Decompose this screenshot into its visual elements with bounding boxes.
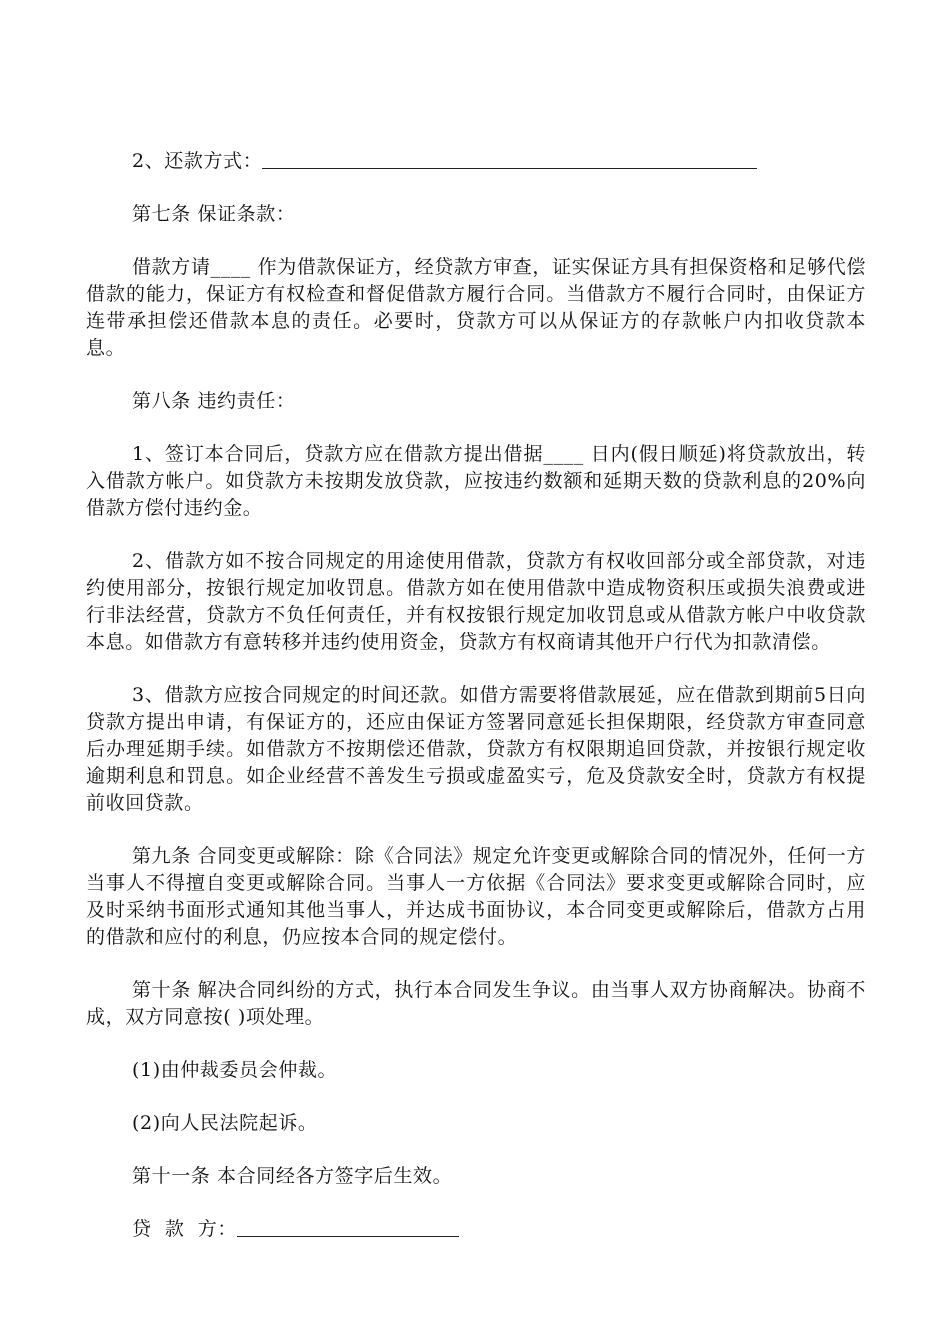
lender-signature-blank — [237, 1216, 459, 1237]
article-8-title: 第八条 违约责任： — [132, 390, 296, 412]
dispute-option-2: (2)向人民法院起诉。 — [132, 1112, 318, 1134]
dispute-option-1: (1)由仲裁委员会仲裁。 — [132, 1059, 338, 1081]
article-7-body: 借款方请____ 作为借款保证方，经贷款方审查，证实保证方具有担保资格和足够代偿借款的能力，保证方有权检查和督促借款方履行合同。当借款方不履行合同时，由保证方连带承担偿还借款本息的责任。必要时，贷款方可以从保证方的存款帐户内扣收贷款本息。 — [86, 256, 866, 359]
document-body — [86, 148, 866, 1269]
repayment-method-line — [86, 148, 866, 175]
article-8-item-1: 1、签订本合同后，贷款方应在借款方提出借据____ 日内(假日顺延)将贷款放出，转入借款方帐户。如贷款方未按期发放贷款，应按违约数额和延期天数的贷款利息的20%向借款方偿付违约金。 — [86, 443, 866, 519]
article-8-item-2: 2、借款方如不按合同规定的用途使用借款，贷款方有权收回部分或全部贷款，对违约使用部分，按银行规定加收罚息。借款方如在使用借款中造成物资积压或损失浪费或进行非法经营，贷款方不负任何责任，并有权按银行规定加收罚息或从借款方帐户中收贷款本息。如借款方有意转移并违约使用资金，贷款方有权商请其他开户行代为扣款清偿。 — [86, 550, 866, 653]
article-8-item-3: 3、借款方应按合同规定的时间还款。如借方需要将借款展延，应在借款到期前5日向贷款方提出申请，有保证方的，还应由保证方签署同意延长担保期限，经贷款方审查同意后办理延期手续。如借款方不按期偿还借款，贷款方有权限期追回贷款，并按银行规定收逾期利息和罚息。如企业经营不善发生亏损或虚盈实亏，危及贷款安全时，贷款方有权提前收回贷款。 — [86, 684, 866, 814]
article-10: 第十条 解决合同纠纷的方式，执行本合同发生争议。由当事人双方协商解决。协商不成，双方同意按( )项处理。 — [86, 979, 866, 1028]
lender-label: 贷 款 方： — [132, 1218, 237, 1240]
repayment-method-blank — [262, 148, 757, 169]
lender-signature-line — [86, 1216, 866, 1243]
article-9: 第九条 合同变更或解除：除《合同法》规定允许变更或解除合同的情况外，任何一方当事人不得擅自变更或解除合同。当事人一方依据《合同法》要求变更或解除合同时，应及时采纳书面形式通知其他当事人，并达成书面协议，本合同变更或解除后，借款方占用的借款和应付的利息，仍应按本合同的规定偿付。 — [86, 845, 866, 948]
repayment-method-label: 2、还款方式： — [132, 150, 263, 172]
article-7-title: 第七条 保证条款： — [132, 203, 296, 225]
article-11: 第十一条 本合同经各方签字后生效。 — [132, 1165, 453, 1187]
